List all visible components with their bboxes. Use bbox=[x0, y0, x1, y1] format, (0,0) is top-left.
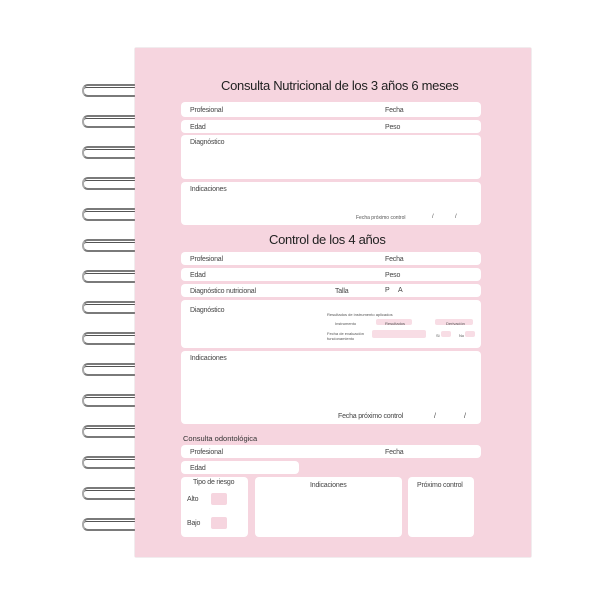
edad-label-2: Edad bbox=[190, 272, 206, 279]
proximo-control-label: Próximo control bbox=[417, 482, 463, 489]
edad-label-1: Edad bbox=[190, 124, 206, 131]
bajo-checkbox[interactable] bbox=[211, 517, 227, 529]
profesional-label-3: Profesional bbox=[190, 449, 223, 456]
pa-label-p: P bbox=[385, 287, 390, 294]
edad-field-2[interactable] bbox=[181, 268, 481, 281]
resultados-label: Resultados bbox=[385, 321, 406, 326]
edad-label-3: Edad bbox=[190, 465, 206, 472]
date-slash-1a: / bbox=[432, 214, 434, 220]
instrumento-label: Instrumento bbox=[335, 321, 357, 326]
pa-label-a: A bbox=[398, 287, 403, 294]
peso-label-1: Peso bbox=[385, 124, 401, 131]
indicaciones-label-2: Indicaciones bbox=[190, 355, 227, 362]
fecha-label-2: Fecha bbox=[385, 256, 404, 263]
resultados-instrumento-label: Resultados de instrumento aplicados bbox=[327, 312, 393, 317]
date-slash-2b: / bbox=[464, 413, 466, 420]
date-slash-1b: / bbox=[455, 214, 457, 220]
fecha-proximo-label-1: Fecha próximo control bbox=[356, 215, 406, 221]
no-label: No bbox=[459, 333, 465, 338]
edad-field-1[interactable] bbox=[181, 120, 481, 133]
section3-title: Consulta odontológica bbox=[183, 434, 258, 443]
si-checkbox[interactable] bbox=[441, 331, 451, 337]
fecha-label-1: Fecha bbox=[385, 107, 404, 114]
indicaciones-label-1: Indicaciones bbox=[190, 186, 227, 193]
diagnostico-nutricional-label: Diagnóstico nutricional bbox=[190, 288, 256, 295]
bajo-label: Bajo bbox=[187, 520, 201, 527]
tipo-riesgo-label: Tipo de riesgo bbox=[193, 479, 235, 486]
fecha-label-3: Fecha bbox=[385, 449, 404, 456]
alto-label: Alto bbox=[187, 496, 199, 503]
notebook-page bbox=[135, 48, 531, 557]
fecha-proximo-label-2: Fecha próximo control bbox=[338, 413, 404, 420]
derivacion-label: Derivación bbox=[446, 321, 465, 326]
indicaciones-label-3: Indicaciones bbox=[310, 482, 347, 489]
diagnostico-field-1[interactable] bbox=[181, 135, 481, 179]
talla-label: Talla bbox=[335, 288, 349, 295]
diagnostico-label-1: Diagnóstico bbox=[190, 139, 225, 146]
profesional-label-2: Profesional bbox=[190, 256, 223, 263]
alto-checkbox[interactable] bbox=[211, 493, 227, 505]
date-slash-2a: / bbox=[434, 413, 436, 420]
section2-title: Control de los 4 años bbox=[269, 232, 386, 247]
fecha-evaluacion-label: Fecha de evaluación bbox=[327, 331, 364, 336]
funcionamiento-label: funcionamiento bbox=[327, 336, 355, 341]
si-label: Si bbox=[436, 333, 440, 338]
profesional-field-2[interactable] bbox=[181, 252, 481, 265]
no-checkbox[interactable] bbox=[465, 331, 475, 337]
profesional-label-1: Profesional bbox=[190, 107, 223, 114]
resultado-input-cell[interactable] bbox=[372, 330, 426, 338]
profesional-field-3[interactable] bbox=[181, 445, 481, 458]
peso-label-2: Peso bbox=[385, 272, 401, 279]
section1-title: Consulta Nutricional de los 3 años 6 meses bbox=[221, 78, 459, 93]
diagnostico-label-2: Diagnóstico bbox=[190, 307, 225, 314]
profesional-field-1[interactable] bbox=[181, 102, 481, 117]
